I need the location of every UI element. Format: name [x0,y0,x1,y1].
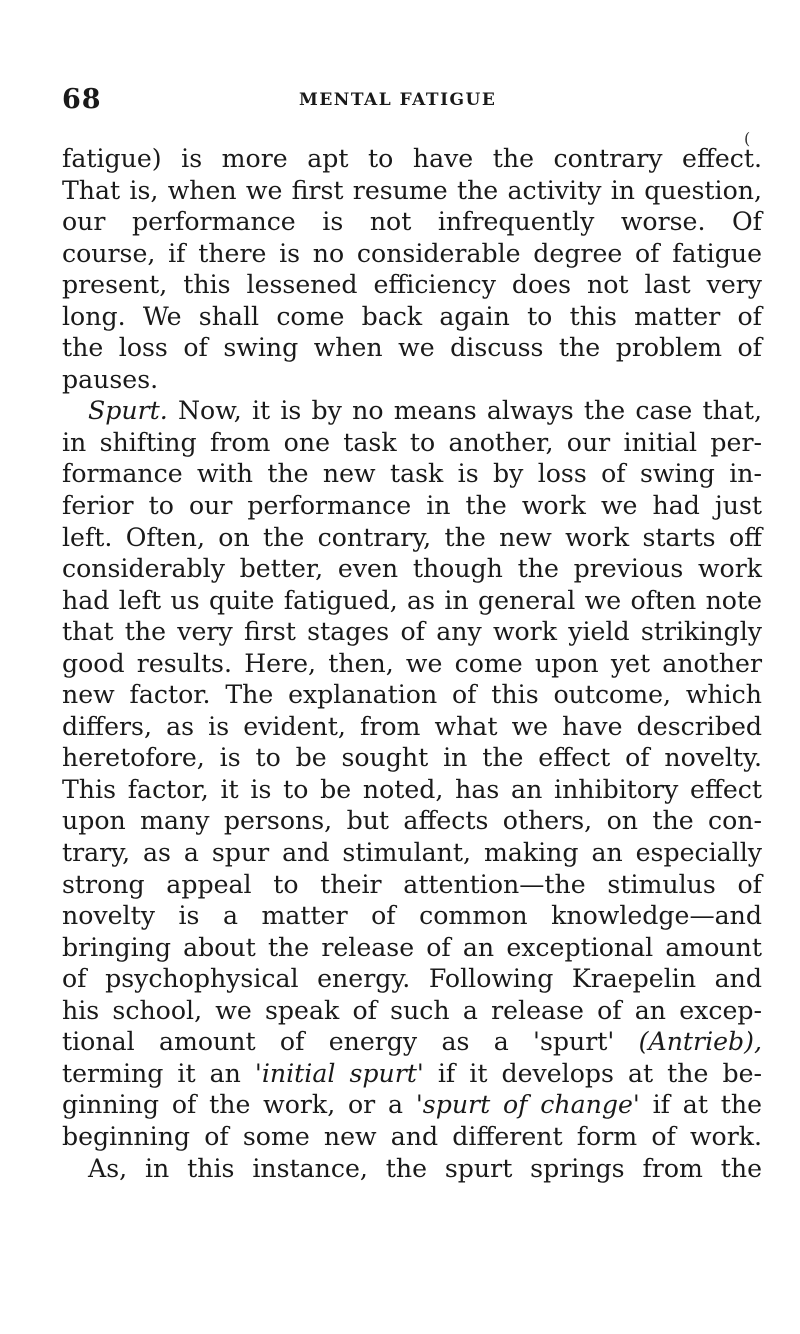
text-line: That is, when we first resume the activity in question, [62,175,762,205]
text-segment: ginning of the work, or a [62,1090,404,1120]
stray-mark: ( [744,129,751,148]
text-line-mixed [62,1058,762,1090]
text-line: our performance is not infrequently worse. Of [62,207,762,237]
body-text [62,143,762,1184]
term-spurt-of-change: 'spurt of change' [415,1090,640,1120]
running-head [62,84,762,114]
text-line: bringing about the release of an exceptional amount [62,932,762,962]
text-line: As, in this instance, the spurt springs from the [88,1153,762,1183]
text-line: new factor. The explanation of this outcome, which [62,680,762,710]
running-title: MENTAL FATIGUE [299,90,497,110]
text-segment: if at the [652,1090,762,1120]
text-line: course, if there is no considerable degree of fatigue [62,238,762,268]
text-segment: if it develops at the be- [437,1058,762,1088]
paragraph-start-line [62,395,762,427]
text-line-mixed [62,1089,762,1121]
text-line: novelty is a matter of common knowledge—and [62,901,762,931]
text-line: left. Often, on the contrary, the new work starts off [62,522,762,552]
term-initial-spurt: 'initial spurt' [254,1058,424,1088]
text-line: in shifting from one task to another, our initial per- [62,427,762,457]
text-line: fatigue) is more apt to have the contrary effect. [62,144,762,173]
text-segment: Now, it is by no means always the case that, [178,396,762,426]
text-line: strong appeal to their attention—the stimulus of [62,869,762,899]
text-line: his school, we speak of such a release of an excep- [62,995,762,1025]
text-line-mixed [62,1026,762,1058]
text-line: long. We shall come back again to this matter of [62,301,762,331]
text-line: upon many persons, but affects others, on the con- [62,806,762,836]
text-line: had left us quite fatigued, as in general we often note [62,585,762,615]
text-line: differs, as is evident, from what we have described [62,711,762,741]
text-segment: tional amount of energy as a 'spurt' [62,1027,615,1057]
text-line: of psychophysical energy. Following Kraepelin and [62,964,762,994]
text-line: heretofore, is to be sought in the effect of novelty. [62,743,762,773]
text-line: formance with the new task is by loss of swing in- [62,459,762,489]
text-line: good results. Here, then, we come upon yet another [62,648,762,678]
text-line: This factor, it is to be noted, has an inhibitory effect [62,774,762,804]
text-line: trary, as a spur and stimulant, making an especially [62,838,762,868]
text-line: pauses. [62,364,159,394]
section-heading-spurt: Spurt. [88,396,168,426]
text-line: present, this lessened efficiency does not last very [62,270,762,300]
text-line: beginning of some new and different form of work. [62,1121,762,1151]
text-line: the loss of swing when we discuss the problem of [62,333,762,363]
term-antrieb: (Antrieb), [638,1027,762,1057]
text-line: ferior to our performance in the work we had just [62,491,762,521]
text-line: considerably better, even though the previous work [62,554,762,584]
page-number: 68 [62,84,102,115]
text-segment: terming it an [62,1058,241,1088]
text-line: that the very first stages of any work yield strikingly [62,617,762,647]
